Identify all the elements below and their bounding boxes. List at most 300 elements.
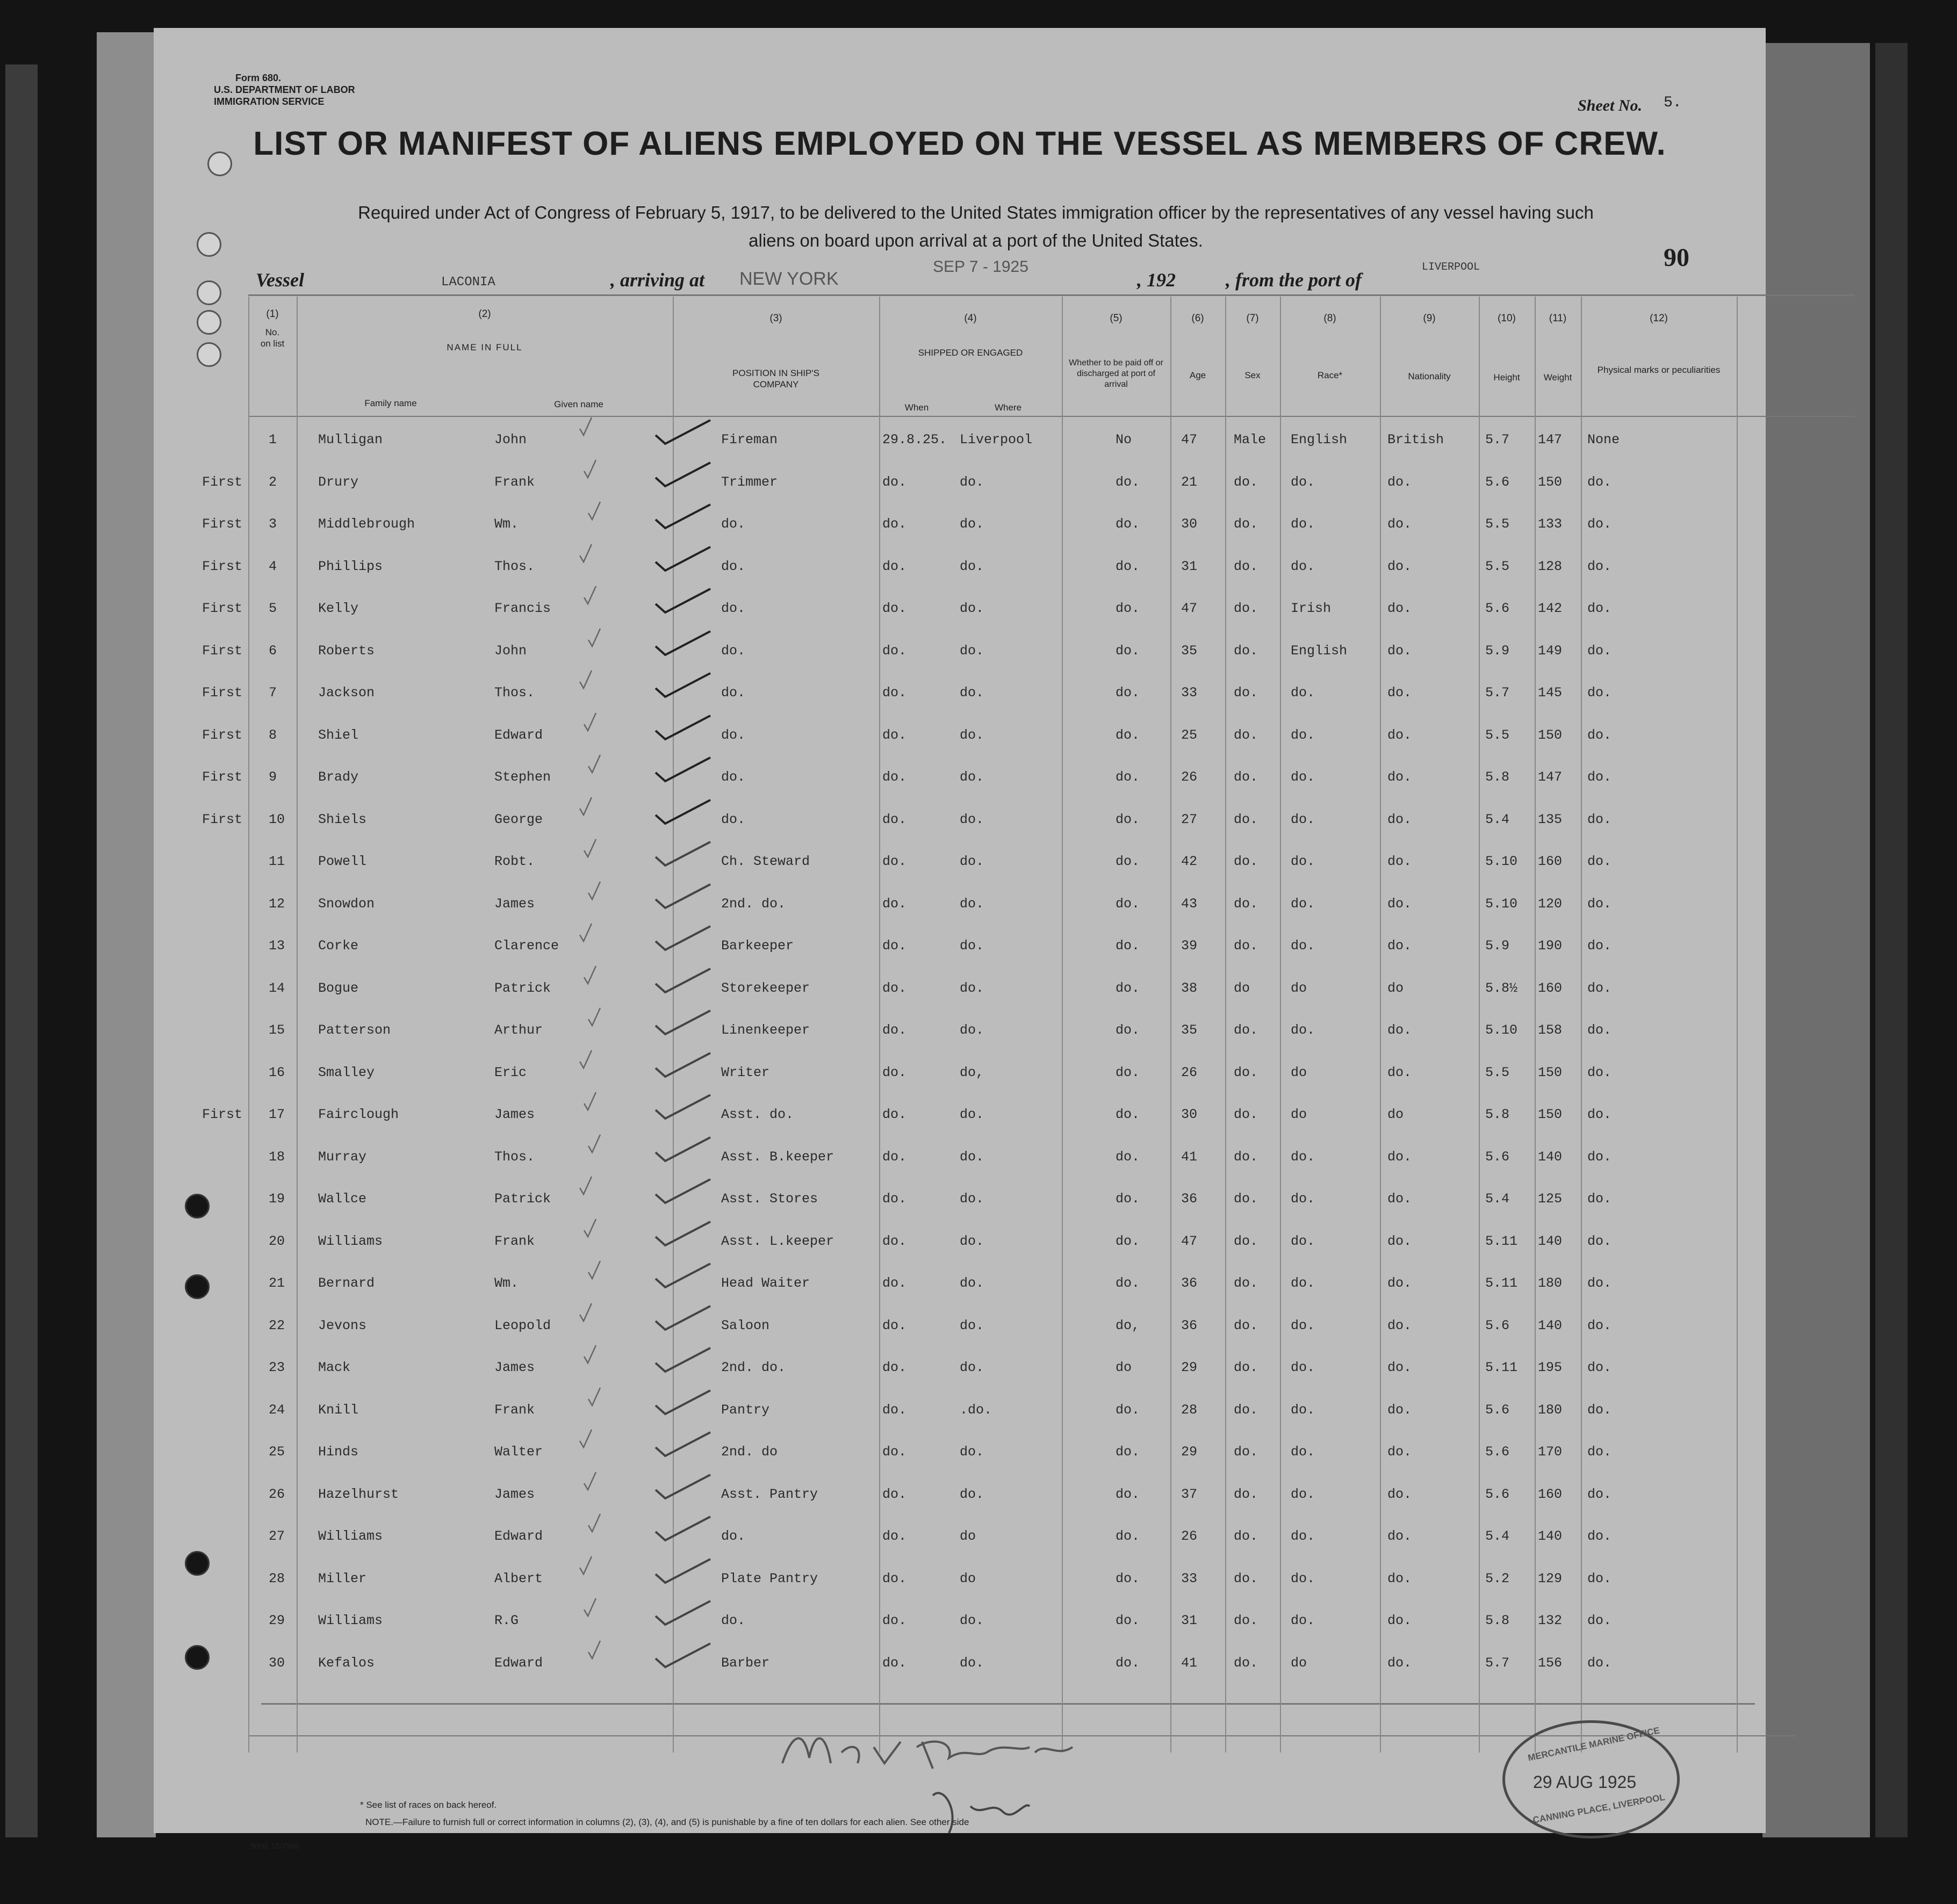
given-name: Albert — [494, 1570, 543, 1586]
table-row — [154, 1613, 1766, 1650]
shipped-where: do. — [960, 558, 984, 574]
shipped-when: do. — [882, 601, 907, 616]
table-row — [154, 938, 1766, 976]
tick-mark-icon — [587, 500, 602, 522]
race: do. — [1291, 685, 1315, 701]
col-2a-header: Family name — [364, 398, 417, 408]
weight: 129 — [1538, 1570, 1563, 1586]
table-row — [154, 643, 1766, 681]
height: 5.5 — [1485, 516, 1510, 532]
tick-mark-icon — [578, 669, 593, 690]
nationality: do. — [1387, 1191, 1412, 1207]
shipped-where: do. — [960, 727, 984, 743]
weight: 145 — [1538, 685, 1563, 701]
weight: 128 — [1538, 558, 1563, 574]
footnote-races: * See list of races on back hereof. — [360, 1800, 497, 1810]
race: do — [1291, 1064, 1307, 1080]
manifest-sheet — [154, 28, 1766, 1850]
race: do — [1291, 980, 1307, 996]
given-name: Walter — [494, 1444, 543, 1460]
table-row — [154, 769, 1766, 807]
col-1-number: (1) — [266, 308, 279, 320]
shipped-where: do. — [960, 1444, 984, 1460]
paid-off: do. — [1116, 854, 1140, 869]
row-number: 23 — [269, 1360, 285, 1375]
col-9-number: (9) — [1423, 313, 1436, 324]
shipped-when: do. — [882, 811, 907, 827]
shipped-when: do. — [882, 1528, 907, 1544]
sex: do — [1234, 980, 1250, 996]
row-number: 3 — [269, 516, 277, 532]
shipped-when: do. — [882, 727, 907, 743]
race: do. — [1291, 1275, 1315, 1291]
nationality: do. — [1387, 1613, 1412, 1628]
given-name: James — [494, 896, 535, 912]
family-name: Williams — [318, 1528, 383, 1544]
table-row — [154, 432, 1766, 470]
row-number: 29 — [269, 1613, 285, 1628]
given-name: Frank — [494, 1233, 535, 1249]
sex: do. — [1234, 1528, 1258, 1544]
nationality: do. — [1387, 938, 1412, 954]
col-2-header: NAME IN FULL — [447, 342, 523, 352]
nationality: do. — [1387, 474, 1412, 490]
shipped-where: do. — [960, 1360, 984, 1375]
row-number: 25 — [269, 1444, 285, 1460]
form-header — [214, 72, 355, 107]
paid-off: do. — [1116, 1613, 1140, 1628]
row-number: 18 — [269, 1149, 285, 1165]
table-row — [154, 1655, 1766, 1693]
shipped-when: do. — [882, 1275, 907, 1291]
shipped-when: do. — [882, 1149, 907, 1165]
vessel-name: LACONIA — [441, 275, 495, 290]
tick-mark-icon — [582, 964, 598, 986]
shipped-when: do. — [882, 854, 907, 869]
age: 47 — [1181, 432, 1198, 448]
height: 5.7 — [1485, 685, 1510, 701]
table-row — [154, 1065, 1766, 1102]
tick-mark-icon — [578, 416, 593, 437]
row-number: 13 — [269, 938, 285, 954]
check-mark-icon — [653, 882, 713, 910]
table-row — [154, 980, 1766, 1018]
nationality: do. — [1387, 1022, 1412, 1038]
tick-mark-icon — [578, 796, 593, 817]
check-mark-icon — [653, 502, 713, 530]
shipped-where: do. — [960, 685, 984, 701]
position: do. — [721, 558, 746, 574]
position: Saloon — [721, 1317, 770, 1333]
sex: do. — [1234, 685, 1258, 701]
weight: 150 — [1538, 474, 1563, 490]
physical-marks: do. — [1587, 1570, 1612, 1586]
sex: do. — [1234, 1064, 1258, 1080]
physical-marks: do. — [1587, 1317, 1612, 1333]
sex: do. — [1234, 854, 1258, 869]
tick-mark-icon — [587, 1259, 602, 1281]
age: 36 — [1181, 1275, 1198, 1291]
position: Writer — [721, 1064, 770, 1080]
weight: 140 — [1538, 1317, 1563, 1333]
physical-marks: do. — [1587, 1233, 1612, 1249]
master-signature-graphic — [772, 1710, 1116, 1849]
race: do — [1291, 1107, 1307, 1122]
print-code: 5000. 15/7569. — [250, 1842, 301, 1850]
nationality: British — [1387, 432, 1444, 448]
shipped-where: do. — [960, 1233, 984, 1249]
table-row — [154, 1402, 1766, 1440]
height: 5.11 — [1485, 1233, 1518, 1249]
sex: do. — [1234, 516, 1258, 532]
height: 5.6 — [1485, 1402, 1510, 1418]
position: Trimmer — [721, 474, 778, 490]
row-first-mark: First — [202, 727, 243, 743]
family-name: Snowdon — [318, 896, 375, 912]
row-first-mark: First — [202, 601, 243, 616]
nationality: do. — [1387, 516, 1412, 532]
paid-off: do. — [1116, 1064, 1140, 1080]
paid-off: do. — [1116, 727, 1140, 743]
family-name: Knill — [318, 1402, 359, 1418]
given-name: Clarence — [494, 938, 559, 954]
given-name: Wm. — [494, 1275, 519, 1291]
height: 5.10 — [1485, 854, 1518, 869]
sheet-number-value: 5. — [1664, 95, 1682, 111]
given-name: John — [494, 432, 527, 448]
family-name: Fairclough — [318, 1107, 399, 1122]
table-row — [154, 1318, 1766, 1355]
physical-marks: do. — [1587, 727, 1612, 743]
check-mark-icon — [653, 1430, 713, 1458]
shipped-when: do. — [882, 1317, 907, 1333]
table-row — [154, 1149, 1766, 1187]
rule-table-bottom — [261, 1703, 1755, 1705]
weight: 150 — [1538, 1064, 1563, 1080]
check-mark-icon — [653, 1641, 713, 1669]
check-mark-icon — [653, 418, 713, 446]
sex: do. — [1234, 1444, 1258, 1460]
shipped-when: do. — [882, 1191, 907, 1207]
row-first-mark: First — [202, 516, 243, 532]
family-name: Mulligan — [318, 432, 383, 448]
family-name: Phillips — [318, 558, 383, 574]
given-name: Patrick — [494, 1191, 551, 1207]
shipped-where: do. — [960, 1655, 984, 1671]
col-12-header: Physical marks or peculiarities — [1597, 365, 1721, 375]
age: 41 — [1181, 1149, 1198, 1165]
race: do. — [1291, 854, 1315, 869]
shipped-where: do. — [960, 1275, 984, 1291]
family-name: Miller — [318, 1570, 367, 1586]
given-name: Arthur — [494, 1022, 543, 1038]
col-2-number: (2) — [478, 308, 491, 320]
paid-off: do. — [1116, 516, 1140, 532]
race: English — [1291, 643, 1348, 659]
weight: 147 — [1538, 432, 1563, 448]
row-number: 6 — [269, 643, 277, 659]
height: 5.6 — [1485, 1317, 1510, 1333]
vessel-label: Vessel — [256, 269, 304, 291]
height: 5.11 — [1485, 1360, 1518, 1375]
given-name: Eric — [494, 1064, 527, 1080]
shipped-when: do. — [882, 1613, 907, 1628]
arriving-port: NEW YORK — [739, 269, 839, 289]
position: do. — [721, 685, 746, 701]
service-name: IMMIGRATION SERVICE — [214, 96, 325, 107]
sex: do. — [1234, 1107, 1258, 1122]
check-mark-icon — [653, 967, 713, 994]
table-row — [154, 516, 1766, 554]
weight: 170 — [1538, 1444, 1563, 1460]
paid-off: do. — [1116, 685, 1140, 701]
col-10-number: (10) — [1498, 313, 1516, 324]
paid-off: do. — [1116, 601, 1140, 616]
tick-mark-icon — [578, 1049, 593, 1070]
paid-off: do. — [1116, 896, 1140, 912]
row-number: 11 — [269, 854, 285, 869]
sex: do. — [1234, 1360, 1258, 1375]
weight: 140 — [1538, 1149, 1563, 1165]
paid-off: do. — [1116, 643, 1140, 659]
height: 5.6 — [1485, 1149, 1510, 1165]
row-number: 10 — [269, 811, 285, 827]
check-mark-icon — [653, 1388, 713, 1416]
table-row — [154, 1360, 1766, 1397]
height: 5.8 — [1485, 1613, 1510, 1628]
sex: do. — [1234, 938, 1258, 954]
weight: 133 — [1538, 516, 1563, 532]
physical-marks: do. — [1587, 1613, 1612, 1628]
tick-mark-icon — [582, 711, 598, 733]
sex: do. — [1234, 1402, 1258, 1418]
departure-port: LIVERPOOL — [1422, 261, 1480, 273]
race: do. — [1291, 516, 1315, 532]
subtitle-line-2: aliens on board upon arrival at a port of the United States. — [749, 230, 1203, 250]
family-name: Patterson — [318, 1022, 391, 1038]
nationality: do. — [1387, 601, 1412, 616]
family-name: Wallce — [318, 1191, 367, 1207]
race: do. — [1291, 1570, 1315, 1586]
nationality: do. — [1387, 1570, 1412, 1586]
tick-mark-icon — [587, 1006, 602, 1028]
nationality: do. — [1387, 1486, 1412, 1502]
tick-mark-icon — [582, 585, 598, 606]
given-name: Robt. — [494, 854, 535, 869]
tick-mark-icon — [578, 1175, 593, 1196]
race: do. — [1291, 474, 1315, 490]
row-number: 9 — [269, 769, 277, 785]
tick-mark-icon — [587, 627, 602, 648]
nationality: do — [1387, 980, 1404, 996]
given-name: James — [494, 1486, 535, 1502]
table-row — [154, 812, 1766, 849]
physical-marks: do. — [1587, 474, 1612, 490]
position: Fireman — [721, 432, 778, 448]
table-row — [154, 559, 1766, 596]
physical-marks: do. — [1587, 685, 1612, 701]
race: do. — [1291, 896, 1315, 912]
row-first-mark: First — [202, 474, 243, 490]
weight: 160 — [1538, 854, 1563, 869]
form-number: Form 680. — [235, 73, 282, 83]
race: do. — [1291, 1317, 1315, 1333]
table-row — [154, 1234, 1766, 1271]
family-name: Jackson — [318, 685, 375, 701]
row-first-mark: First — [202, 811, 243, 827]
height: 5.4 — [1485, 1191, 1510, 1207]
paid-off: do. — [1116, 769, 1140, 785]
paid-off: do, — [1116, 1317, 1140, 1333]
shipped-when: do. — [882, 1486, 907, 1502]
given-name: James — [494, 1107, 535, 1122]
subtitle-line-1: Required under Act of Congress of February 5, 1917, to be delivered to the United States immigration officer by the representatives of any vessel having such — [358, 203, 1594, 222]
age: 47 — [1181, 601, 1198, 616]
check-mark-icon — [653, 924, 713, 952]
given-name: Edward — [494, 1528, 543, 1544]
shipped-where: do. — [960, 601, 984, 616]
row-number: 27 — [269, 1528, 285, 1544]
paid-off: do. — [1116, 1528, 1140, 1544]
sex: do. — [1234, 474, 1258, 490]
sex: do. — [1234, 643, 1258, 659]
height: 5.4 — [1485, 811, 1510, 827]
nationality: do. — [1387, 1275, 1412, 1291]
rule-top — [248, 294, 1855, 296]
height: 5.9 — [1485, 938, 1510, 954]
row-number: 22 — [269, 1317, 285, 1333]
race: do. — [1291, 1613, 1315, 1628]
col-4a-header: When — [904, 402, 929, 413]
sex: do. — [1234, 769, 1258, 785]
shipped-where: do. — [960, 811, 984, 827]
sex: do. — [1234, 1275, 1258, 1291]
age: 29 — [1181, 1444, 1198, 1460]
page-number: 90 — [1664, 243, 1689, 272]
given-name: Patrick — [494, 980, 551, 996]
shipped-where: do — [960, 1528, 976, 1544]
shipped-when: do. — [882, 980, 907, 996]
family-name: Shiels — [318, 811, 367, 827]
arrival-date: SEP 7 - 1925 — [933, 258, 1028, 276]
family-name: Powell — [318, 854, 367, 869]
shipped-where: do. — [960, 1613, 984, 1628]
family-name: Bernard — [318, 1275, 375, 1291]
race: do. — [1291, 1486, 1315, 1502]
height: 5.5 — [1485, 558, 1510, 574]
table-row — [154, 727, 1766, 765]
position: Asst. B.keeper — [721, 1149, 834, 1165]
check-mark-icon — [653, 1051, 713, 1079]
position: do. — [721, 1613, 746, 1628]
sex: do. — [1234, 1191, 1258, 1207]
col-4-header: SHIPPED OR ENGAGED — [918, 348, 1023, 358]
paid-off: do. — [1116, 811, 1140, 827]
shipped-when: 29.8.25. — [882, 432, 947, 448]
paid-off: do. — [1116, 1570, 1140, 1586]
age: 29 — [1181, 1360, 1198, 1375]
nationality: do. — [1387, 558, 1412, 574]
row-number: 26 — [269, 1486, 285, 1502]
nationality: do. — [1387, 1064, 1412, 1080]
shipped-where: do. — [960, 643, 984, 659]
position: do. — [721, 601, 746, 616]
row-number: 30 — [269, 1655, 285, 1671]
under-sheet-left — [5, 64, 38, 1837]
table-row — [154, 601, 1766, 638]
col-5-number: (5) — [1110, 313, 1123, 324]
position: do. — [721, 1528, 746, 1544]
given-name: Wm. — [494, 516, 519, 532]
weight: 149 — [1538, 643, 1563, 659]
height: 5.8 — [1485, 1107, 1510, 1122]
physical-marks: do. — [1587, 1444, 1612, 1460]
family-name: Drury — [318, 474, 359, 490]
check-mark-icon — [653, 587, 713, 615]
shipped-when: do. — [882, 1655, 907, 1671]
race: do. — [1291, 1444, 1315, 1460]
weight: 140 — [1538, 1528, 1563, 1544]
row-number: 15 — [269, 1022, 285, 1038]
check-mark-icon — [653, 1220, 713, 1247]
weight: 195 — [1538, 1360, 1563, 1375]
family-name: Jevons — [318, 1317, 367, 1333]
table-row — [154, 685, 1766, 723]
shipped-where: do. — [960, 1149, 984, 1165]
shipped-when: do. — [882, 474, 907, 490]
sex: do. — [1234, 811, 1258, 827]
check-mark-icon — [653, 1473, 713, 1501]
family-name: Bogue — [318, 980, 359, 996]
paid-off: do. — [1116, 1107, 1140, 1122]
position: do. — [721, 769, 746, 785]
table-row — [154, 1022, 1766, 1060]
family-name: Kefalos — [318, 1655, 375, 1671]
shipped-when: do. — [882, 1107, 907, 1122]
under-sheet-stack — [97, 32, 156, 1837]
sex: do. — [1234, 1613, 1258, 1628]
form-subtitle — [250, 199, 1701, 255]
shipped-when: do. — [882, 1570, 907, 1586]
row-number: 16 — [269, 1064, 285, 1080]
nationality: do. — [1387, 643, 1412, 659]
sheet-number-label: Sheet No. — [1578, 97, 1642, 114]
weight: 120 — [1538, 896, 1563, 912]
family-name: Roberts — [318, 643, 375, 659]
footnote-penalty: NOTE.—Failure to furnish full or correct information in columns (2), (3), (4), and (5) is punishable by a fine of ten dollars for each alien. See other side — [365, 1817, 969, 1827]
col-9-header: Nationality — [1408, 371, 1451, 381]
row-number: 17 — [269, 1107, 285, 1122]
shipped-where: do — [960, 1570, 976, 1586]
row-number: 8 — [269, 727, 277, 743]
shipped-when: do. — [882, 1064, 907, 1080]
punch-hole — [197, 232, 221, 257]
col-3-header: POSITION IN SHIP'S COMPANY — [732, 368, 819, 390]
given-name: Stephen — [494, 769, 551, 785]
weight: 135 — [1538, 811, 1563, 827]
col-7-number: (7) — [1246, 313, 1259, 324]
paid-off: do. — [1116, 474, 1140, 490]
row-number: 21 — [269, 1275, 285, 1291]
physical-marks: do. — [1587, 516, 1612, 532]
sex: do. — [1234, 1655, 1258, 1671]
weight: 180 — [1538, 1402, 1563, 1418]
shipped-when: do. — [882, 1360, 907, 1375]
paid-off: do. — [1116, 1149, 1140, 1165]
tick-mark-icon — [578, 1428, 593, 1449]
height: 5.8 — [1485, 769, 1510, 785]
row-number: 2 — [269, 474, 277, 490]
